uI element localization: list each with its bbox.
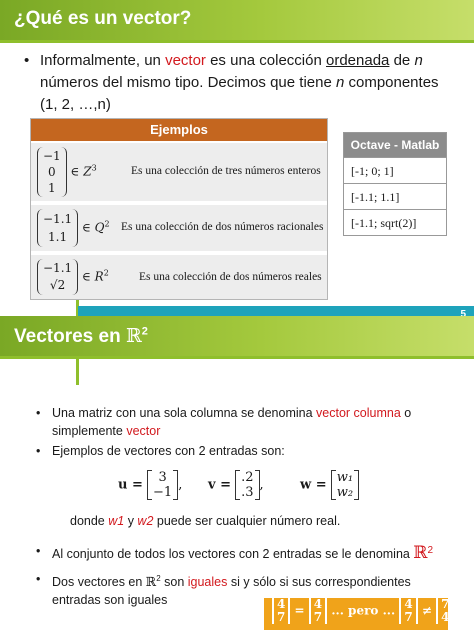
bullet-vector-column: • Una matriz con una sola columna se denomina vector columna o simplemente vector (36, 406, 412, 438)
examples-table (30, 118, 328, 300)
note-w1-w2: donde w1 y w2 puede ser cualquier número real. (70, 514, 341, 528)
term-vector-columna: vector columna (316, 406, 401, 420)
row-description: Es una colección de dos números reales (139, 271, 322, 283)
vector-math: −1.1 1.1 ∈ $Q^2$ (37, 209, 110, 247)
vector-v: v = .2 .3 , (208, 470, 264, 500)
slide-title: Vectores en ℝ$^2$ (14, 325, 148, 347)
set-symbol: ∈ Q (81, 220, 105, 235)
text: (1, 2, …,n) (40, 96, 111, 113)
bullet-icon: • (36, 544, 41, 558)
equality-example-box (264, 598, 448, 630)
reals-symbol: ℝ (125, 325, 142, 347)
slide-title: ¿Qué es un vector? (14, 8, 192, 29)
footer-band (78, 306, 474, 316)
vector-math: −1.1 √2 ∈ $R^2$ (37, 259, 109, 295)
reals-symbol: ℝ (413, 543, 428, 564)
vector-u: u = 3 −1 , (118, 470, 183, 500)
title-bar (0, 316, 474, 356)
title-underline (0, 40, 474, 43)
bullet-icon: • (36, 444, 41, 458)
octave-table (343, 132, 447, 236)
octave-header: Octave - Matlab (344, 133, 446, 157)
vector-w: w = w₁ w₂ (300, 470, 359, 500)
bullet-icon: • (36, 572, 41, 586)
bullet-set-r2: • Al conjunto de todos los vectores con 2 entradas se le denomina ℝ$^2$ (36, 543, 434, 564)
table-row (31, 253, 327, 299)
table-row (31, 141, 327, 201)
title-bar (0, 0, 474, 40)
set-symbol: ∈ Z (70, 164, 92, 179)
var-w2: w2 (137, 514, 154, 528)
text: componentes (344, 74, 439, 91)
var-w1: w1 (108, 514, 125, 528)
page-number: 5 (460, 309, 466, 316)
text: de (389, 52, 415, 69)
row-description: Es una colección de tres números enteros (131, 165, 321, 177)
column-vector: w₁ w₂ (331, 470, 359, 500)
equality-example: 4 7 = 4 7 ... pero ... 4 7 ≠ 7 4 (272, 598, 454, 624)
vector-math: −1 0 1 ∈ $Z^3$ (37, 147, 97, 197)
octave-cell: [-1.1; sqrt(2)] (344, 209, 446, 235)
reals-symbol: ℝ (145, 574, 157, 590)
octave-cell: [-1; 0; 1] (344, 157, 446, 183)
bullet-icon: • (36, 406, 41, 420)
title-underline (0, 356, 474, 359)
column-vector: .2 .3 (235, 470, 259, 500)
bullet-icon: • (24, 52, 30, 69)
term-vector: vector (165, 52, 206, 69)
bullet-equality: • Dos vectores en ℝ$^2$ son iguales si y sólo si sus correspondientes entradas son iguales (36, 572, 411, 608)
octave-cell: [-1.1; 1.1] (344, 183, 446, 209)
term-iguales: iguales (187, 575, 228, 590)
text: es una colección (205, 52, 326, 69)
column-vector: −1 0 1 (37, 147, 67, 197)
examples-header: Ejemplos (31, 119, 327, 141)
column-vector: 3 −1 (147, 470, 178, 500)
bullet-examples: • Ejemplos de vectores con 2 entradas son: (36, 444, 285, 458)
table-row (31, 203, 327, 251)
var-n: n (335, 74, 345, 91)
var-n: n (414, 52, 423, 69)
term-vector: vector (126, 424, 161, 438)
column-vector: −1.1 1.1 (37, 209, 78, 247)
bullet-definition (24, 50, 460, 116)
column-vector: −1.1 √2 (37, 259, 78, 295)
left-divider (76, 359, 79, 385)
text: números del mismo tipo. Decimos que tiene (40, 74, 336, 91)
row-description: Es una colección de dos números racionales (121, 221, 324, 233)
slide-2 (0, 316, 474, 632)
set-symbol: ∈ R (81, 269, 104, 284)
text: Informalmente, un (40, 52, 166, 69)
term-ordenada: ordenada (326, 52, 390, 69)
